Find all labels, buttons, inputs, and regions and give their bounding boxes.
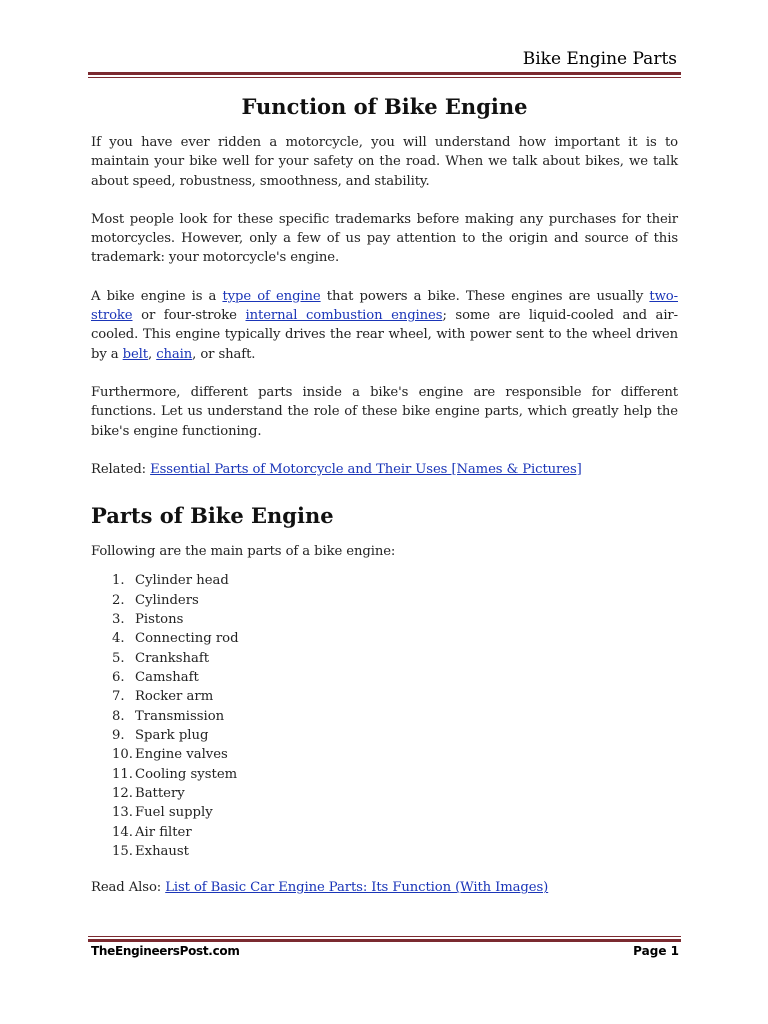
text-segment: , or shaft.	[192, 346, 256, 362]
list-item	[91, 784, 678, 803]
list-item-number: 4.	[112, 631, 125, 647]
list-item-number: 14.	[112, 824, 133, 840]
link-type-of-engine[interactable]: type of engine	[222, 288, 321, 304]
list-item-label: Cooling system	[135, 766, 238, 782]
header-rule-thick	[88, 72, 681, 75]
parts-intro: Following are the main parts of a bike engine:	[91, 544, 396, 560]
page-title: Function of Bike Engine	[241, 94, 528, 119]
list-item	[91, 591, 678, 610]
footer-rule-thin	[88, 936, 681, 937]
list-item	[91, 649, 678, 668]
paragraph-intro: If you have ever ridden a motorcycle, you will understand how important it is to maintain your bike well for your safety on the road. When we talk about bikes, we talk about speed, robustness, smoothness, and stability.	[91, 135, 678, 189]
section-title: Parts of Bike Engine	[91, 503, 334, 529]
list-item-number: 6.	[112, 670, 125, 686]
list-item-number: 11.	[112, 766, 133, 782]
list-item-label: Camshaft	[135, 670, 199, 686]
header-rule-thin	[88, 77, 681, 78]
related-line	[91, 460, 678, 479]
list-item-number: 13.	[112, 805, 133, 821]
list-item-number: 5.	[112, 650, 125, 666]
paragraph-definition	[91, 287, 678, 364]
list-item-label: Spark plug	[135, 728, 209, 744]
read-also-line	[91, 878, 678, 897]
text-segment: ,	[148, 346, 157, 362]
link-read-also-car-engine-parts[interactable]: List of Basic Car Engine Parts: Its Function (With Images)	[165, 880, 549, 896]
footer-site-name: TheEngineersPost.com	[91, 944, 240, 958]
list-item	[91, 823, 678, 842]
link-belt[interactable]: belt	[122, 346, 149, 362]
list-item-number: 7.	[112, 689, 125, 705]
link-two-stroke[interactable]: two-stroke	[91, 288, 678, 324]
list-item-label: Cylinders	[135, 592, 199, 608]
list-item	[91, 629, 678, 648]
list-item-label: Exhaust	[135, 844, 189, 860]
list-item	[91, 687, 678, 706]
paragraph-trademarks: Most people look for these specific trademarks before making any purchases for their motorcycles. However, only a few of us pay attention to the origin and source of this trademark: your motorcycle's engine.	[91, 211, 678, 266]
list-item-label: Fuel supply	[135, 805, 213, 821]
text-segment: ; some are liquid-cooled and air-cooled. This engine typically drives the rear wheel, with power sent to the wheel driven by a	[91, 308, 678, 362]
list-item-label: Battery	[135, 786, 185, 802]
footer-rule-thick	[88, 939, 681, 942]
related-label: Related:	[91, 461, 151, 477]
link-related-motorcycle-parts[interactable]: Essential Parts of Motorcycle and Their Uses [Names & Pictures]	[150, 461, 582, 477]
list-item-label: Crankshaft	[135, 650, 210, 666]
list-item-number: 2.	[112, 592, 125, 608]
list-item-label: Pistons	[135, 612, 184, 628]
list-item	[91, 571, 678, 590]
link-chain[interactable]: chain	[156, 346, 193, 362]
list-item-number: 15.	[112, 844, 133, 860]
list-item-number: 3.	[112, 612, 125, 628]
list-item-label: Rocker arm	[135, 689, 214, 705]
text-segment: that powers a bike. These engines are usually	[320, 288, 650, 304]
running-header: Bike Engine Parts	[522, 49, 677, 69]
list-item-number: 9.	[112, 728, 125, 744]
list-item-number: 10.	[112, 747, 133, 763]
list-item-number: 12.	[112, 786, 133, 802]
link-internal-combustion-engines[interactable]: internal combustion engines	[245, 308, 443, 324]
list-item	[91, 726, 678, 745]
list-item-label: Connecting rod	[135, 631, 239, 647]
list-item-label: Cylinder head	[135, 573, 229, 589]
footer-page-number: Page 1	[633, 944, 679, 958]
paragraph-functions: Furthermore, different parts inside a bike's engine are responsible for different functions. Let us understand the role of these bike engine parts, which greatly help the bike's engine functioning.	[91, 384, 678, 439]
list-item	[91, 803, 678, 822]
text-segment: A bike engine is a	[91, 288, 223, 304]
list-item	[91, 765, 678, 784]
main-content	[91, 92, 678, 898]
list-item	[91, 842, 678, 861]
list-item-label: Air filter	[135, 824, 192, 840]
list-item	[91, 610, 678, 629]
text-segment: or four-stroke	[132, 308, 246, 324]
list-item	[91, 707, 678, 726]
list-item	[91, 668, 678, 687]
list-item-number: 8.	[112, 708, 125, 724]
parts-list	[91, 571, 678, 861]
list-item-label: Engine valves	[135, 747, 228, 763]
read-also-label: Read Also:	[91, 880, 166, 896]
list-item	[91, 745, 678, 764]
list-item-label: Transmission	[135, 708, 225, 724]
list-item-number: 1.	[112, 573, 125, 589]
